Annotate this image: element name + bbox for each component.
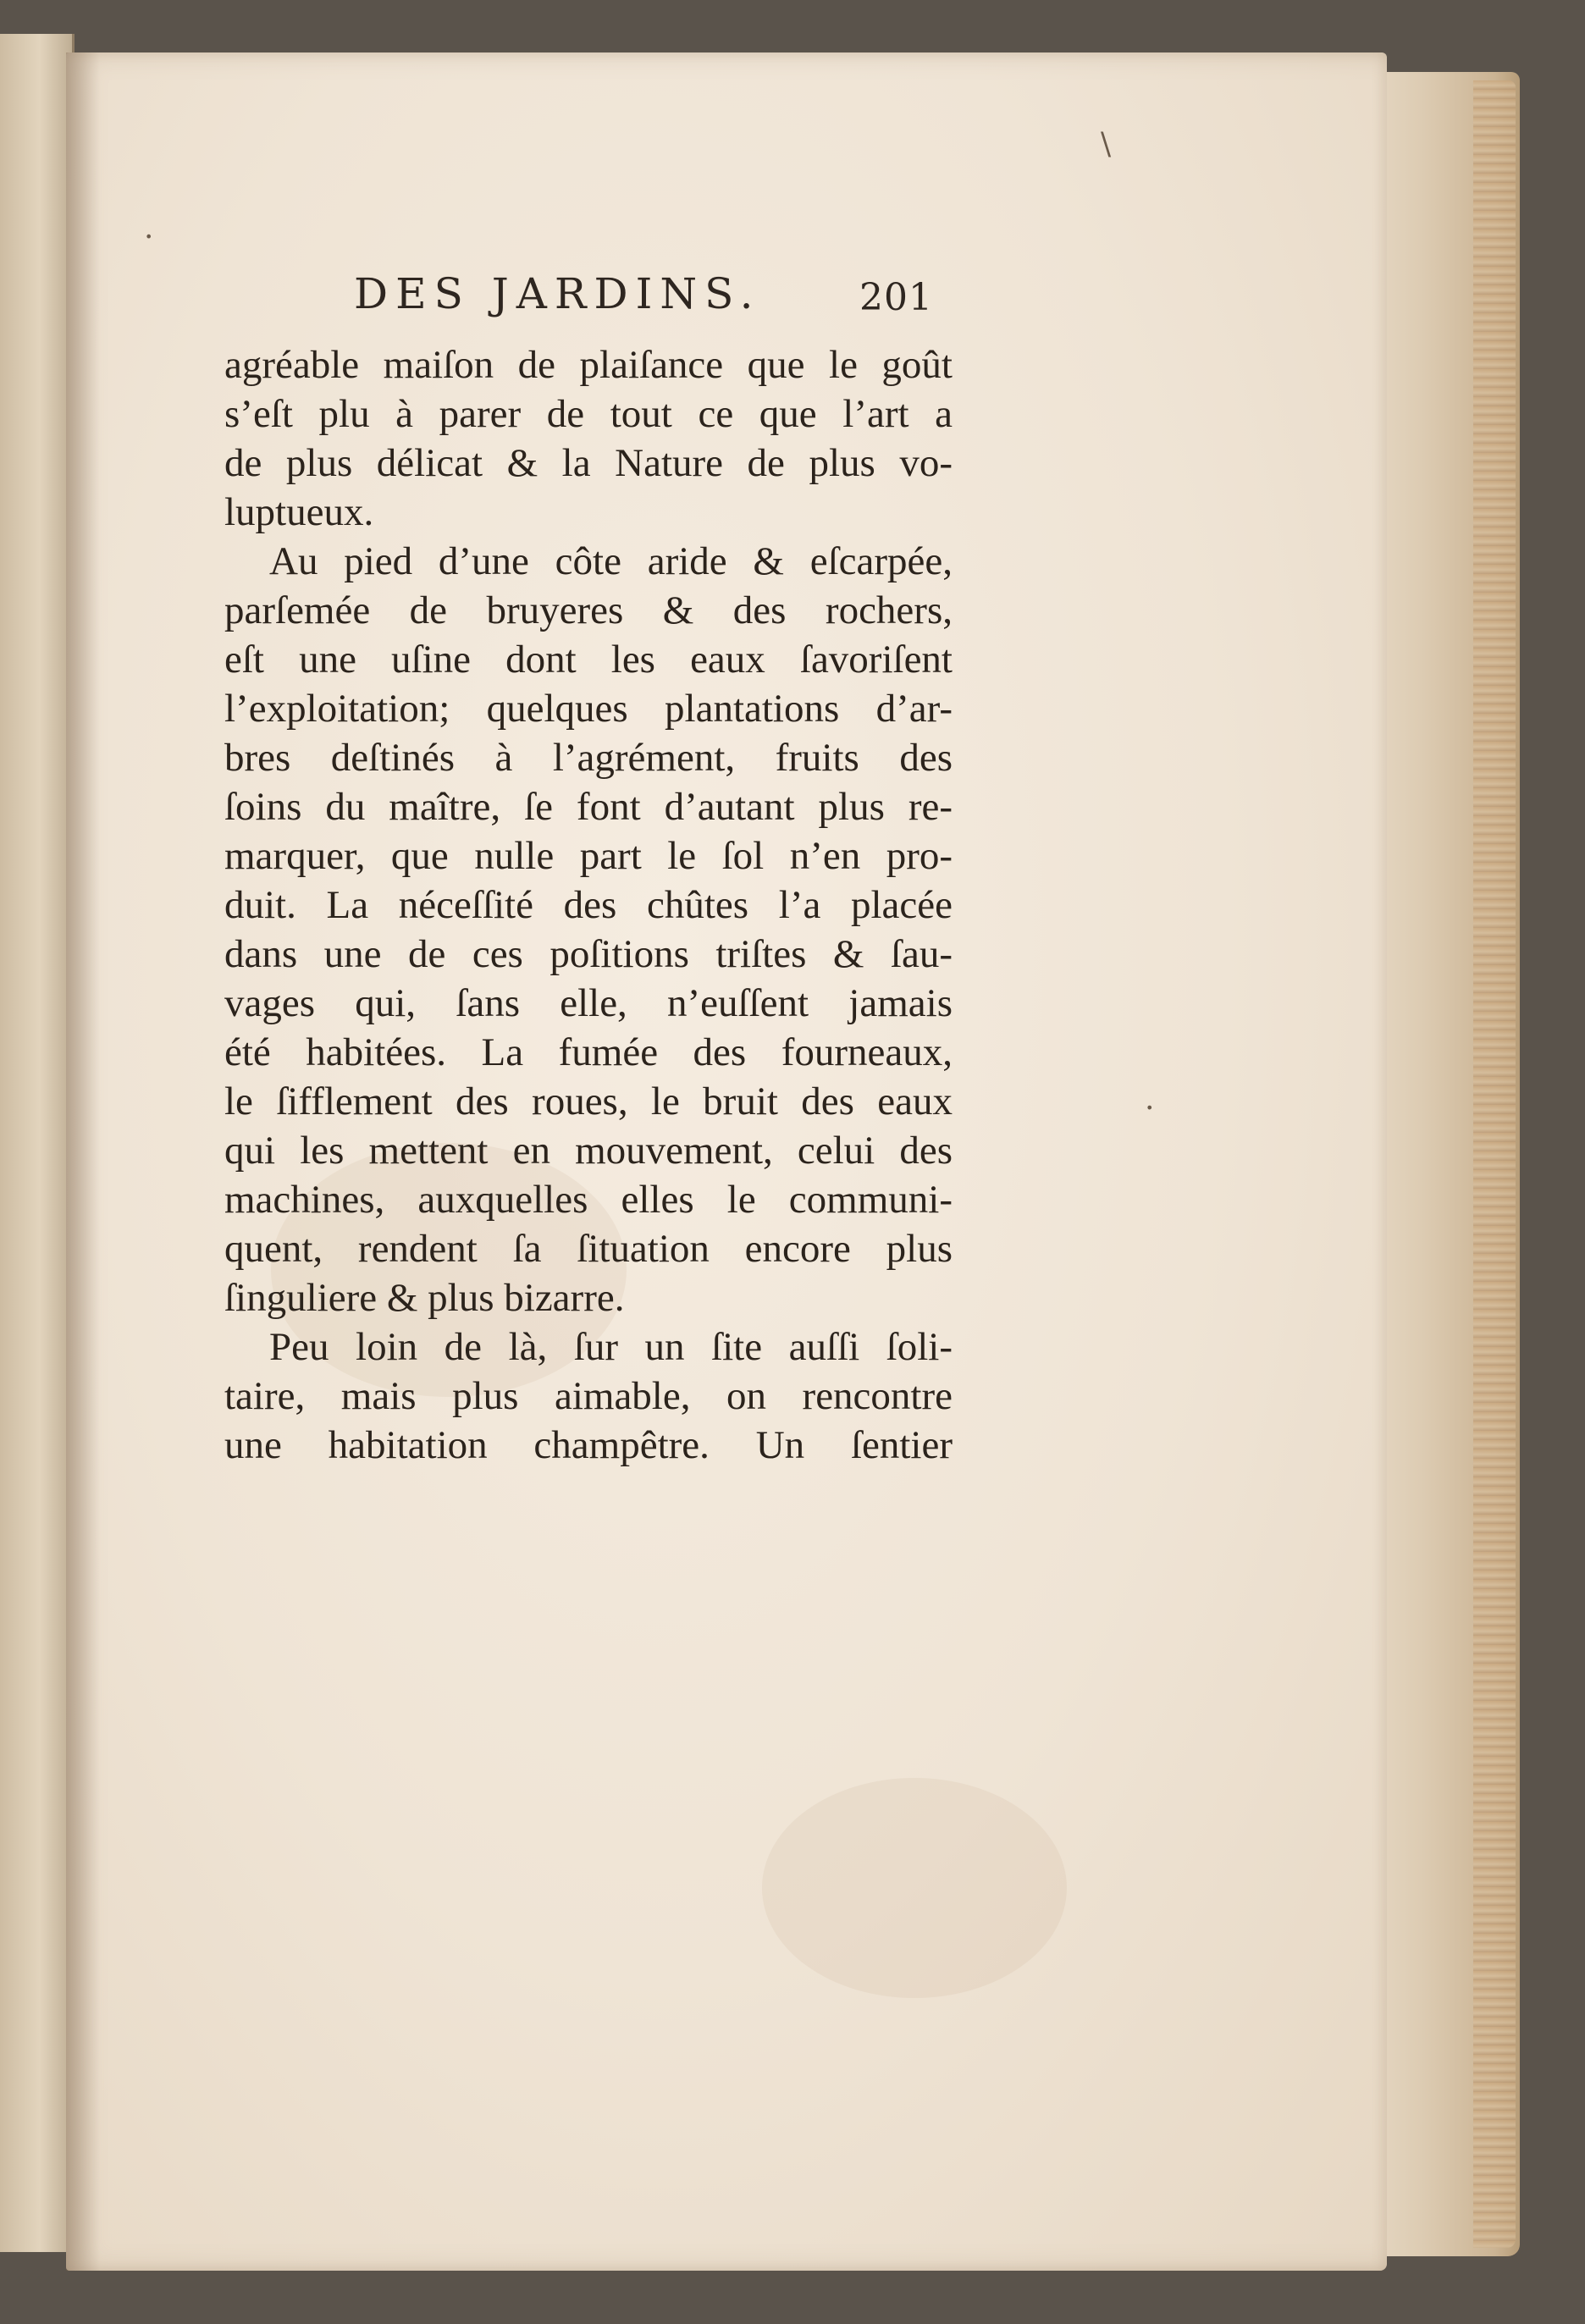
text-line: bres deſtinés à l’agrément, fruits des [224, 736, 953, 780]
margin-mark: . [1145, 1082, 1155, 1117]
page-number: 201 [859, 276, 933, 319]
text-line: marquer, que nulle part le ſol n’en pro- [224, 834, 953, 878]
text-line: taire, mais plus aimable, on rencontre [224, 1374, 953, 1418]
text-line: qui les mettent en mouvement, celui des [224, 1129, 953, 1173]
text-line: quent, rendent ſa ſituation encore plus [224, 1227, 953, 1271]
previous-page-edge [0, 34, 75, 2252]
page-stack-edge [1473, 80, 1516, 2248]
text-line: parſemée de bruyeres & des rochers, [224, 588, 953, 632]
text-line: ſoins du maître, ſe font d’autant plus re- [224, 785, 953, 829]
body-text [224, 340, 953, 1470]
text-line: luptueux. [224, 490, 374, 534]
page-header [354, 269, 947, 337]
margin-mark: \ [1101, 127, 1112, 162]
running-title: DES JARDINS. [354, 269, 761, 318]
text-line: de plus délicat & la Nature de plus vo- [224, 441, 953, 485]
text-line: ſinguliere & plus bizarre. [224, 1276, 625, 1320]
text-line: Au pied d’une côte aride & eſcarpée, [269, 539, 953, 583]
text-line: agréable maiſon de plaiſance que le goût [224, 343, 953, 387]
text-line: été habitées. La fumée des fourneaux, [224, 1030, 953, 1074]
text-line: Peu loin de là, ſur un ſite auſſi ſoli- [269, 1325, 953, 1369]
paper-stain [762, 1778, 1067, 1998]
text-line: machines, auxquelles elles le communi- [224, 1178, 953, 1222]
text-line: l’exploitation; quelques plantations d’ar- [224, 687, 953, 731]
text-line: le ſifflement des roues, le bruit des eaux [224, 1079, 953, 1123]
text-line: dans une de ces poſitions triſtes & ſau- [224, 932, 953, 976]
text-line: vages qui, ſans elle, n’euſſent jamais [224, 981, 953, 1025]
text-line: s’eſt plu à parer de tout ce que l’art a [224, 392, 953, 436]
text-line: eſt une uſine dont les eaux ſavoriſent [224, 638, 953, 682]
gutter-shadow [66, 52, 100, 2271]
margin-mark: · [144, 220, 154, 255]
text-line: duit. La néceſſité des chûtes l’a placée [224, 883, 953, 927]
text-line: une habitation champêtre. Un ſentier [224, 1423, 953, 1467]
